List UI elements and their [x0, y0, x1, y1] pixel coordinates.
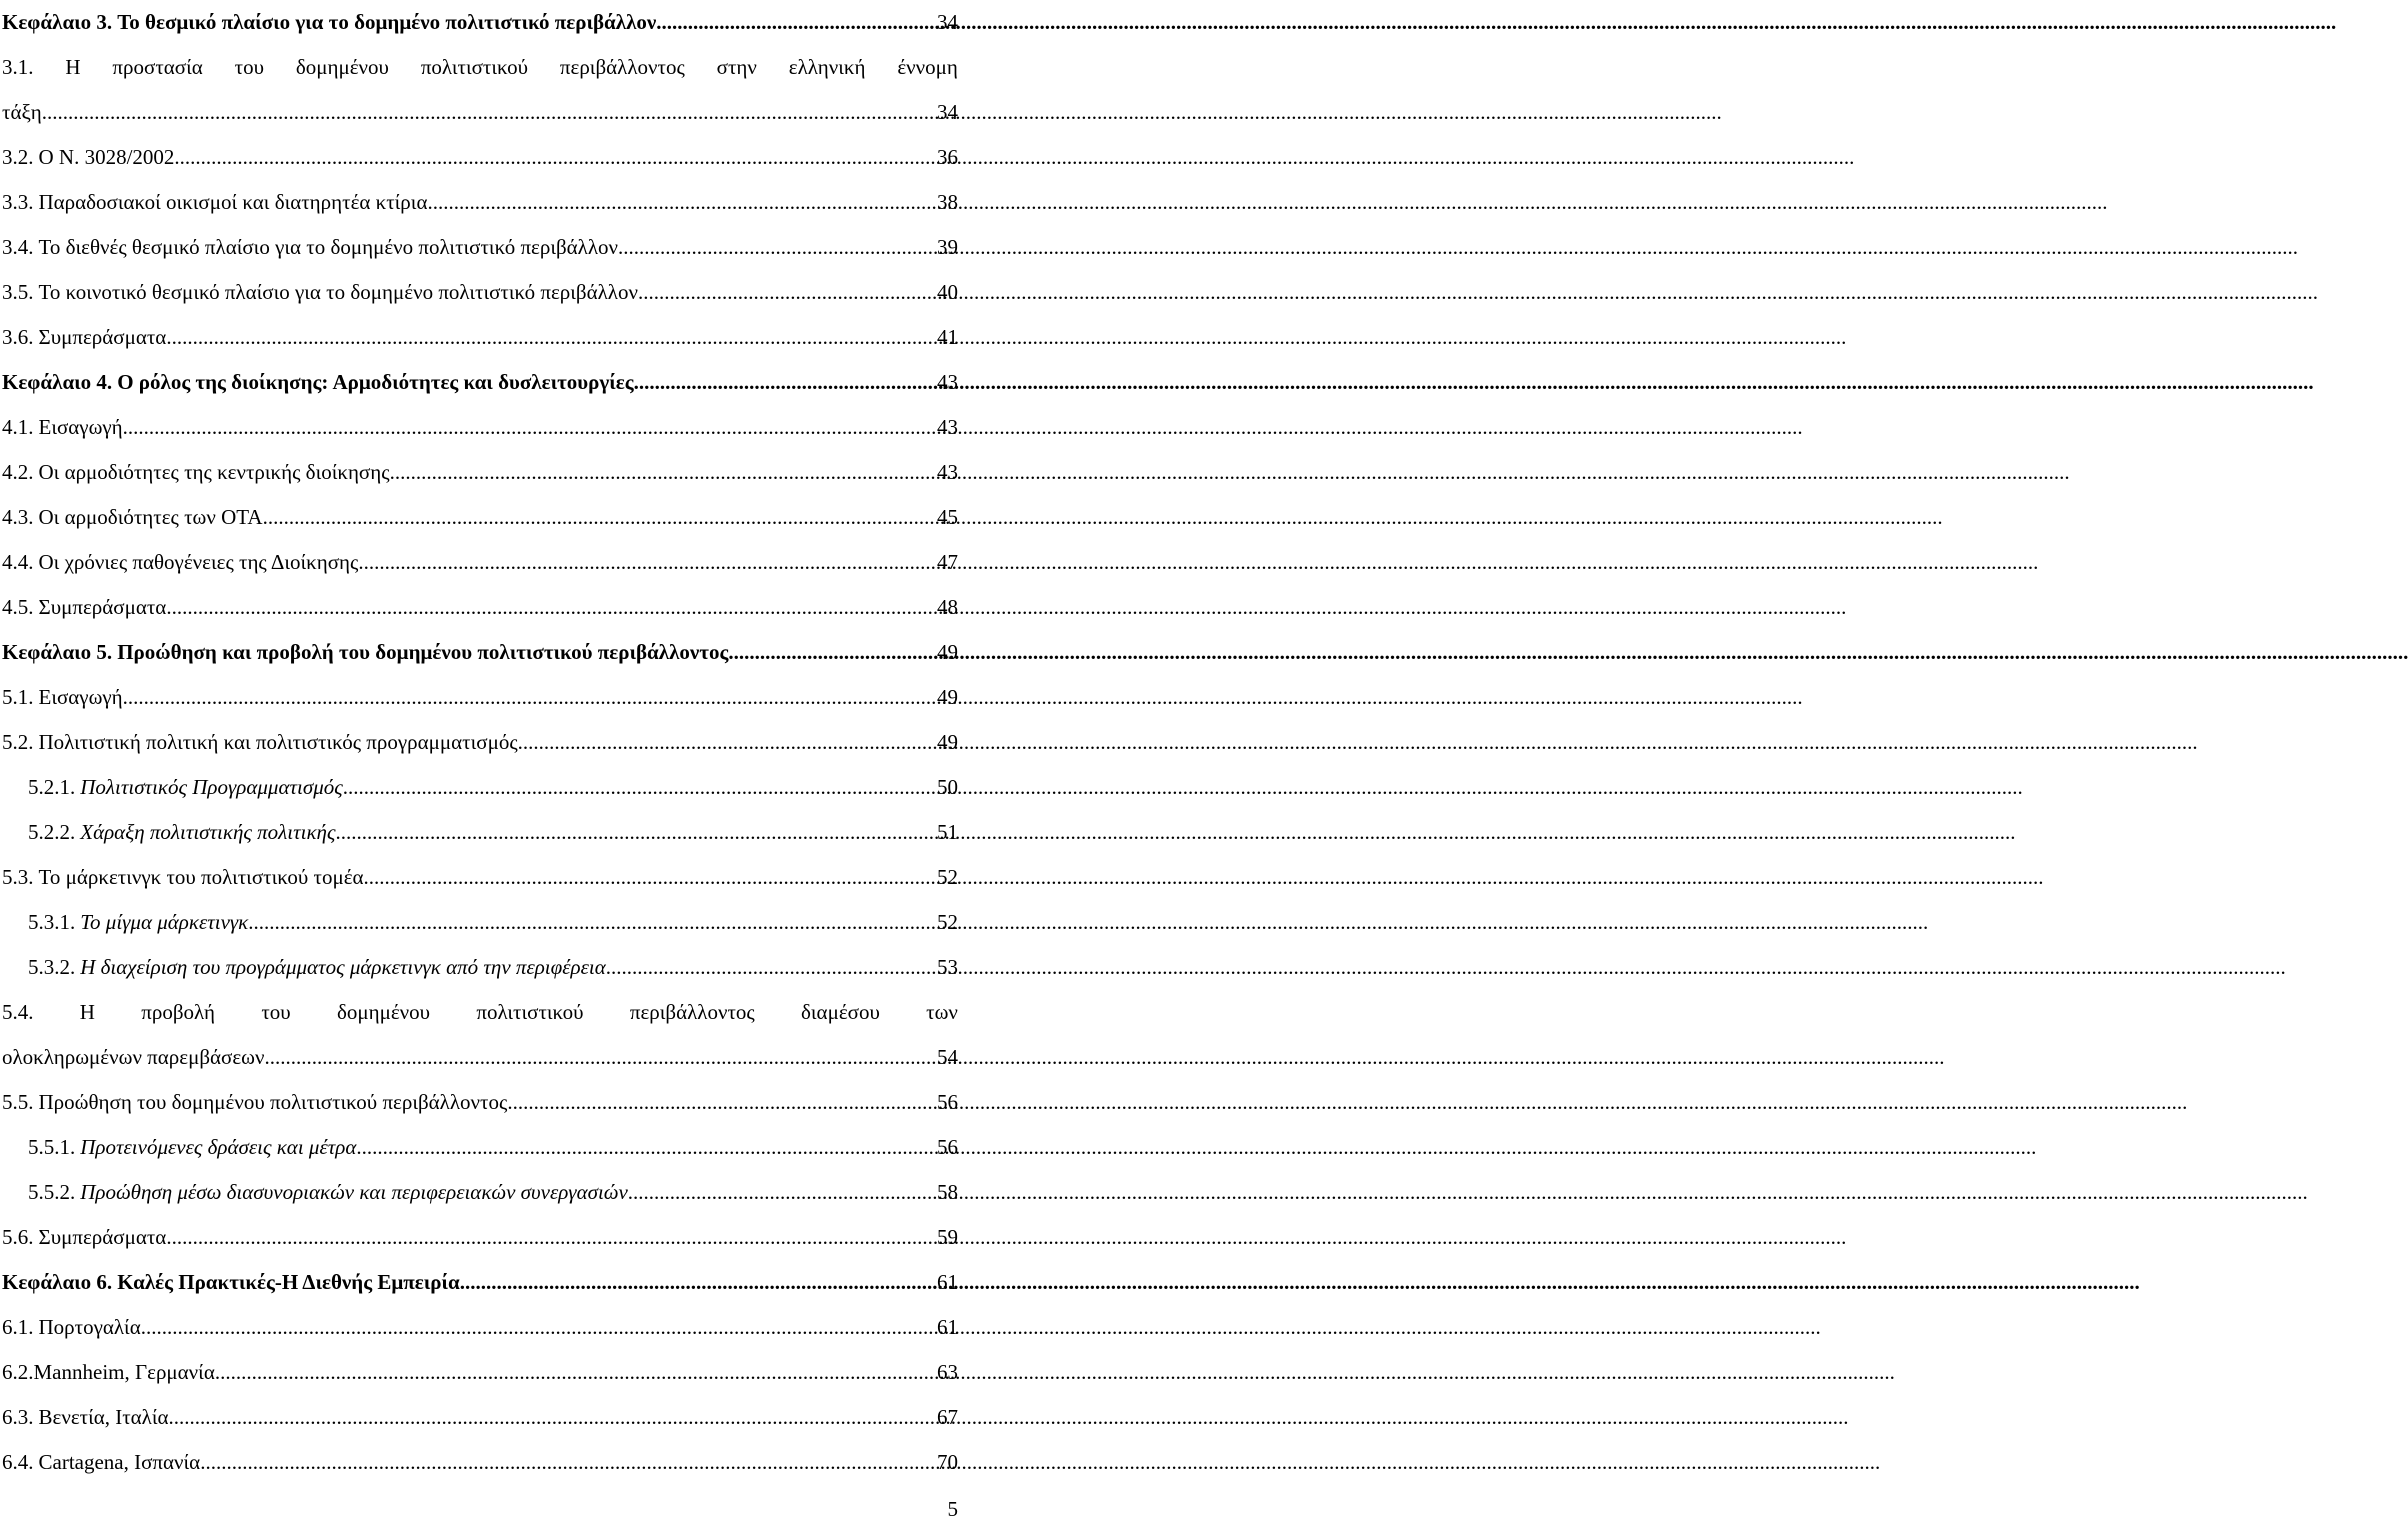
- toc-entry-page: 34: [937, 100, 958, 124]
- toc-entry[interactable]: [2, 540, 958, 585]
- toc-entry-number: 5.4.: [2, 1000, 34, 1024]
- toc-entry-title: Οι αρμοδιότητες της κεντρικής διοίκησης: [38, 460, 390, 484]
- table-of-contents: [2, 0, 958, 1485]
- toc-entry-title: Καλές Πρακτικές-Η Διεθνής Εμπειρία: [117, 1270, 460, 1294]
- toc-chapter-entry[interactable]: [2, 1260, 958, 1305]
- toc-entry-title: Πολιτιστικός Προγραμματισμός: [80, 775, 343, 799]
- toc-entry-title: Οι χρόνιες παθογένειες της Διοίκησης: [38, 550, 359, 574]
- toc-entry[interactable]: [2, 1215, 958, 1260]
- toc-entry-page: 56: [937, 1090, 958, 1114]
- page-number: 5: [947, 1497, 958, 1521]
- toc-entry-page: 40: [937, 280, 958, 304]
- toc-entry-page: 49: [937, 640, 958, 664]
- toc-entry-title: Το μάρκετινγκ του πολιτιστικού τομέα: [38, 865, 364, 889]
- dot-leader: [265, 1035, 935, 1080]
- toc-entry[interactable]: [2, 585, 958, 630]
- dot-leader: [215, 1350, 934, 1395]
- toc-entry-page: 43: [937, 415, 958, 439]
- dot-leader: [174, 135, 934, 180]
- toc-entry[interactable]: [2, 945, 958, 990]
- toc-entry-title: Παραδοσιακοί οικισμοί και διατηρητέα κτίρια: [38, 190, 428, 214]
- toc-entry[interactable]: [2, 450, 958, 495]
- toc-entry[interactable]: [2, 720, 958, 765]
- toc-entry-title-word: Η: [79, 1000, 95, 1024]
- toc-entry-page: 56: [937, 1135, 958, 1159]
- toc-entry-number: 5.3.1.: [28, 910, 76, 934]
- toc-entry-title: Η διαχείριση του προγράμματος μάρκετινγκ από την περιφέρεια: [80, 955, 606, 979]
- toc-entry-title: Προώθηση και προβολή του δομημένου πολιτιστικού περιβάλλοντος: [117, 640, 729, 664]
- dot-leader: [634, 360, 934, 405]
- toc-entry-title: Ο Ν. 3028/2002: [38, 145, 175, 169]
- toc-entry-number: 6.2.: [2, 1360, 34, 1384]
- toc-entry-title-word: του: [261, 1000, 291, 1024]
- dot-leader: [628, 1170, 934, 1215]
- toc-entry-title: Συμπεράσματα: [38, 595, 167, 619]
- toc-entry-title: Βενετία, Ιταλία: [38, 1405, 169, 1429]
- dot-leader: [166, 1215, 934, 1260]
- dot-leader: [166, 585, 934, 630]
- dot-leader: [123, 405, 934, 450]
- toc-entry-title-word: διαμέσου: [801, 1000, 880, 1024]
- toc-entry-number: Κεφάλαιο 6.: [2, 1270, 113, 1294]
- toc-entry[interactable]: [2, 405, 958, 450]
- toc-entry-title: Πολιτιστική πολιτική και πολιτιστικός προγραμματισμός: [38, 730, 518, 754]
- dot-leader: [618, 225, 934, 270]
- toc-entry[interactable]: [2, 855, 958, 900]
- toc-entry-title: Προτεινόμενες δράσεις και μέτρα: [80, 1135, 357, 1159]
- dot-leader: [166, 315, 934, 360]
- toc-entry[interactable]: [2, 810, 958, 855]
- toc-entry-title-word: Η: [65, 55, 81, 79]
- toc-entry-title: Πορτογαλία: [38, 1315, 141, 1339]
- toc-entry-number: 3.4.: [2, 235, 34, 259]
- toc-entry-page: 49: [937, 730, 958, 754]
- toc-entry-number: 5.2.1.: [28, 775, 76, 799]
- toc-entry-number: 5.1.: [2, 685, 34, 709]
- toc-entry[interactable]: [2, 1395, 958, 1440]
- toc-entry-page: 41: [937, 325, 958, 349]
- toc-entry[interactable]: [2, 1350, 958, 1395]
- dot-leader: [656, 0, 934, 45]
- toc-entry-title: Συμπεράσματα: [38, 1225, 167, 1249]
- toc-entry-page: 48: [937, 595, 958, 619]
- toc-entry[interactable]: [2, 270, 958, 315]
- toc-entry-number: 5.3.: [2, 865, 34, 889]
- toc-entry-page: 58: [937, 1180, 958, 1204]
- toc-entry-number: 6.3.: [2, 1405, 34, 1429]
- toc-entry-title: Το μίγμα μάρκετινγκ: [80, 910, 249, 934]
- toc-chapter-entry[interactable]: [2, 0, 958, 45]
- toc-entry-number: 5.2.: [2, 730, 34, 754]
- dot-leader: [169, 1395, 935, 1440]
- toc-entry-title-word: προστασία: [112, 55, 203, 79]
- dot-leader: [358, 540, 934, 585]
- dot-leader: [460, 1260, 934, 1305]
- dot-leader: [427, 180, 934, 225]
- toc-entry-page: 43: [937, 460, 958, 484]
- toc-entry-page: 43: [937, 370, 958, 394]
- toc-entry-title-word: στην: [716, 55, 757, 79]
- toc-entry[interactable]: [2, 315, 958, 360]
- toc-entry-page: 49: [937, 685, 958, 709]
- toc-entry-number: Κεφάλαιο 4.: [2, 370, 113, 394]
- toc-entry-title: τάξη: [2, 100, 42, 124]
- toc-entry-title-word: των: [926, 1000, 958, 1024]
- toc-entry-title-word: ελληνική: [788, 55, 866, 79]
- toc-entry-page: 53: [937, 955, 958, 979]
- dot-leader: [606, 945, 934, 990]
- toc-entry-number: 3.1.: [2, 55, 34, 79]
- toc-entry-page: 54: [937, 1045, 958, 1069]
- dot-leader: [335, 810, 934, 855]
- toc-entry-title: Προώθηση του δομημένου πολιτιστικού περιβάλλοντος: [38, 1090, 508, 1114]
- toc-entry-page: 61: [937, 1315, 958, 1339]
- toc-entry-title: Οι αρμοδιότητες των ΟΤΑ: [38, 505, 263, 529]
- dot-leader: [364, 855, 934, 900]
- toc-entry-page: 52: [937, 865, 958, 889]
- toc-entry[interactable]: [2, 135, 958, 180]
- toc-entry-number: 5.5.: [2, 1090, 34, 1114]
- toc-entry-number: 6.4.: [2, 1450, 34, 1474]
- toc-entry-page: 45: [937, 505, 958, 529]
- toc-entry-number: 3.2.: [2, 145, 34, 169]
- toc-entry-number: 5.3.2.: [28, 955, 76, 979]
- dot-leader: [42, 90, 934, 135]
- toc-entry-page: 51: [937, 820, 958, 844]
- toc-entry-page: 61: [937, 1270, 958, 1294]
- toc-entry-continuation[interactable]: [2, 90, 958, 135]
- toc-entry-number: 5.5.1.: [28, 1135, 76, 1159]
- toc-entry-page: 36: [937, 145, 958, 169]
- toc-entry-title-word: πολιτιστικού: [476, 1000, 584, 1024]
- toc-entry-title: Χάραξη πολιτιστικής πολιτικής: [80, 820, 336, 844]
- toc-chapter-entry[interactable]: [2, 630, 958, 675]
- toc-entry-title: Ο ρόλος της διοίκησης: Αρμοδιότητες και δυσλειτουργίες: [117, 370, 634, 394]
- toc-entry[interactable]: [2, 1440, 958, 1485]
- toc-entry-number: 4.1.: [2, 415, 34, 439]
- toc-entry-page: 52: [937, 910, 958, 934]
- dot-leader: [356, 1125, 934, 1170]
- toc-entry-title: Εισαγωγή: [38, 415, 123, 439]
- toc-entry-title-word: δομημένου: [295, 55, 389, 79]
- toc-entry-page: 59: [937, 1225, 958, 1249]
- toc-entry[interactable]: [2, 675, 958, 720]
- toc-entry[interactable]: [2, 45, 958, 90]
- toc-entry-title: ολοκληρωμένων παρεμβάσεων: [2, 1045, 265, 1069]
- toc-entry-page: 39: [937, 235, 958, 259]
- dot-leader: [728, 630, 934, 675]
- toc-entry-title: Το κοινοτικό θεσμικό πλαίσιο για το δομημένο πολιτιστικό περιβάλλον: [38, 280, 638, 304]
- toc-entry[interactable]: [2, 990, 958, 1035]
- toc-entry-number: 4.3.: [2, 505, 34, 529]
- toc-entry-number: 3.5.: [2, 280, 34, 304]
- toc-entry-number: 4.4.: [2, 550, 34, 574]
- toc-entry-title: Cartagena, Ισπανία: [38, 1450, 201, 1474]
- toc-entry[interactable]: [2, 495, 958, 540]
- toc-entry-continuation[interactable]: [2, 1035, 958, 1080]
- toc-chapter-entry[interactable]: [2, 360, 958, 405]
- toc-entry-page: 50: [937, 775, 958, 799]
- toc-entry[interactable]: [2, 900, 958, 945]
- toc-entry-title: Προώθηση μέσω διασυνοριακών και περιφερειακών συνεργασιών: [80, 1180, 628, 1204]
- toc-entry-page: 47: [937, 550, 958, 574]
- toc-entry-page: 38: [937, 190, 958, 214]
- toc-entry[interactable]: [2, 765, 958, 810]
- dot-leader: [263, 495, 934, 540]
- toc-entry-page: 34: [937, 10, 958, 34]
- toc-entry-number: 4.5.: [2, 595, 34, 619]
- toc-entry-title: Συμπεράσματα: [38, 325, 167, 349]
- toc-entry[interactable]: [2, 1125, 958, 1170]
- toc-entry[interactable]: [2, 1080, 958, 1125]
- dot-leader: [248, 900, 934, 945]
- toc-entry[interactable]: [2, 225, 958, 270]
- toc-entry-title: Το διεθνές θεσμικό πλαίσιο για το δομημένο πολιτιστικό περιβάλλον: [38, 235, 619, 259]
- toc-entry-title-word: προβολή: [141, 1000, 216, 1024]
- toc-entry-number: 3.6.: [2, 325, 34, 349]
- toc-entry-page: 70: [937, 1450, 958, 1474]
- toc-entry-number: 5.5.2.: [28, 1180, 76, 1204]
- toc-entry-title-word: περιβάλλοντος: [559, 55, 685, 79]
- dot-leader: [518, 720, 934, 765]
- toc-entry[interactable]: [2, 180, 958, 225]
- dot-leader: [343, 765, 934, 810]
- toc-entry-title-word: πολιτιστικού: [420, 55, 529, 79]
- toc-entry-title-word: του: [234, 55, 264, 79]
- toc-entry-title-word: έννομη: [897, 55, 958, 79]
- toc-entry[interactable]: [2, 1170, 958, 1215]
- toc-entry-page: 67: [937, 1405, 958, 1429]
- toc-entry-title-word: περιβάλλοντος: [629, 1000, 755, 1024]
- dot-leader: [200, 1440, 934, 1485]
- toc-entry-number: 5.2.2.: [28, 820, 76, 844]
- toc-entry-title: Mannheim, Γερμανία: [33, 1360, 215, 1384]
- toc-entry-title: Το θεσμικό πλαίσιο για το δομημένο πολιτιστικό περιβάλλον: [117, 10, 657, 34]
- toc-entry-number: 5.6.: [2, 1225, 34, 1249]
- toc-entry-number: 4.2.: [2, 460, 34, 484]
- toc-entry-number: Κεφάλαιο 5.: [2, 640, 113, 664]
- dot-leader: [123, 675, 934, 720]
- toc-entry-title-word: δομημένου: [336, 1000, 431, 1024]
- toc-entry-number: 6.1.: [2, 1315, 34, 1339]
- toc-entry[interactable]: [2, 1305, 958, 1350]
- toc-entry-number: Κεφάλαιο 3.: [2, 10, 113, 34]
- toc-entry-number: 3.3.: [2, 190, 34, 214]
- toc-entry-title: Εισαγωγή: [38, 685, 123, 709]
- dot-leader: [390, 450, 934, 495]
- dot-leader: [507, 1080, 934, 1125]
- dot-leader: [638, 270, 934, 315]
- toc-entry-page: 63: [937, 1360, 958, 1384]
- dot-leader: [141, 1305, 934, 1350]
